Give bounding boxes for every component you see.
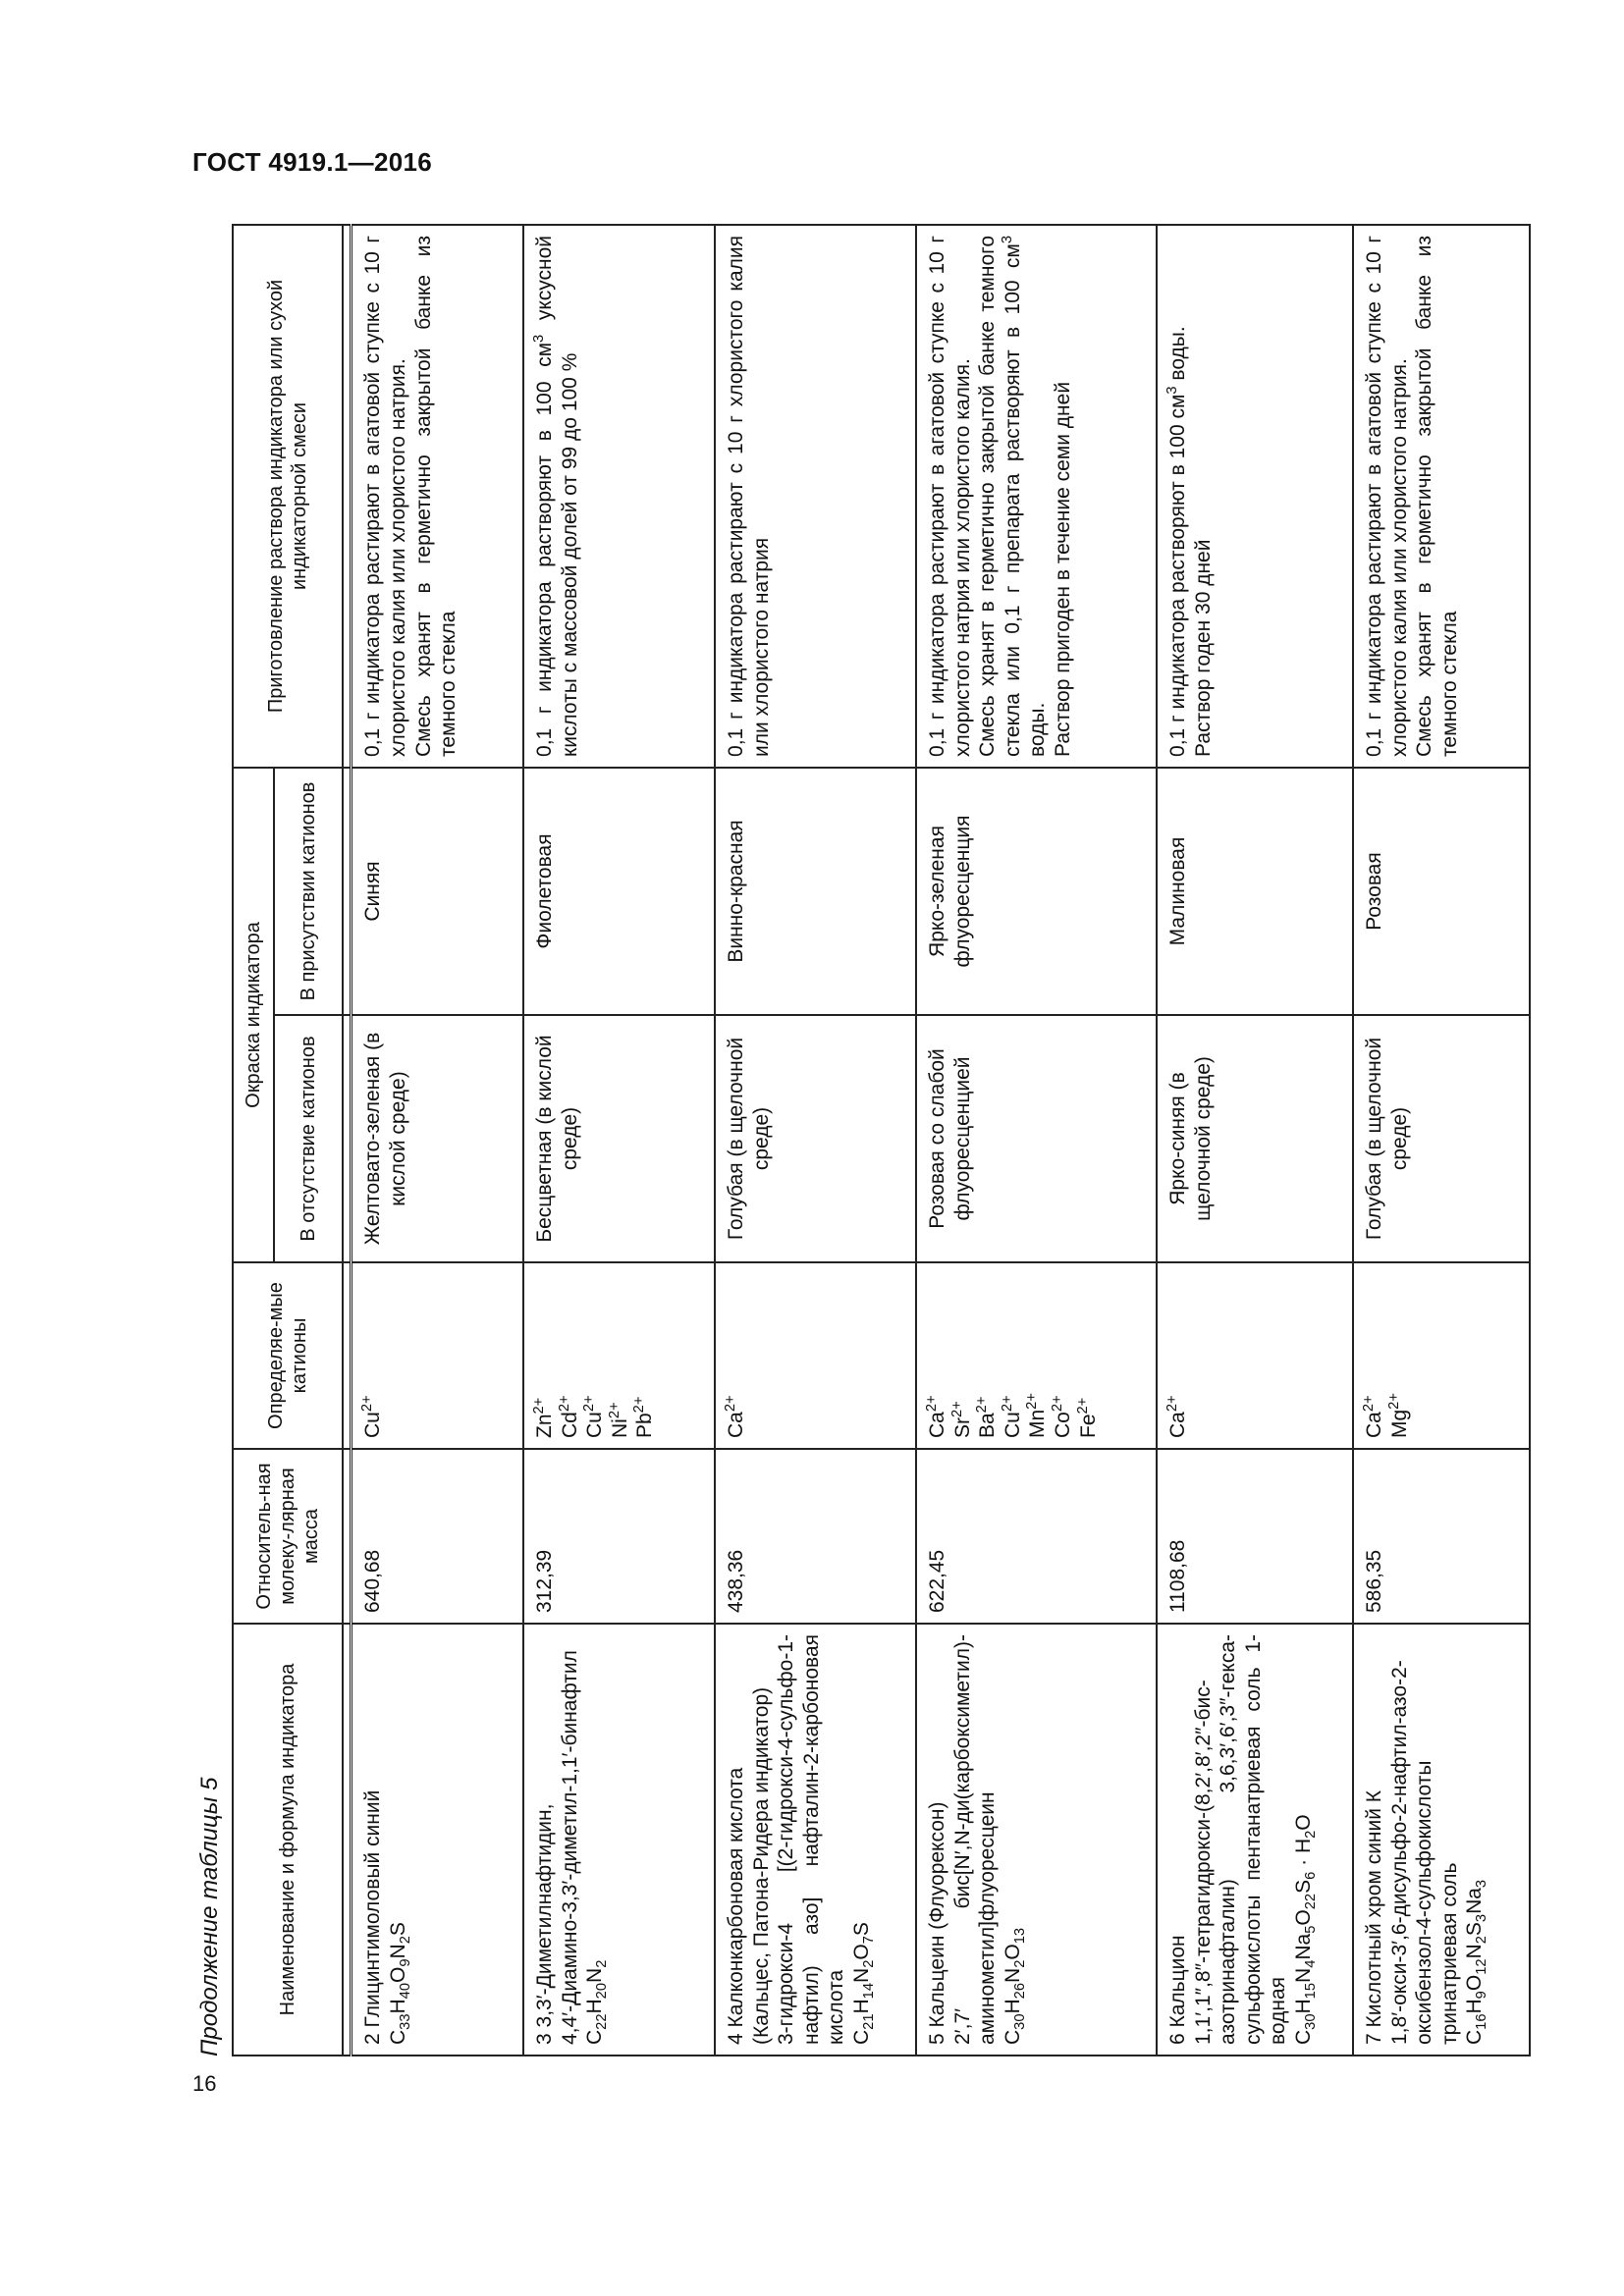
indicator-name-line: 4,4′-Диамино-3,3′-диметил-1,1′-бинафтил (558, 1650, 581, 2045)
cell-indicator-name (523, 1624, 715, 2056)
cell-color-absent: Розовая со слабой флуоресценцией (916, 1015, 1157, 1262)
col-header-color: Окраска индикатора (233, 768, 274, 1262)
table-body (352, 225, 1530, 2056)
cell-color-absent: Желтовато-зеленая (в кислой среде) (352, 1015, 523, 1262)
cell-color-absent: Ярко-синяя (в щелочной среде) (1157, 1015, 1353, 1262)
cation: $Ni^{2+}$ (606, 1402, 631, 1438)
cell-cations (916, 1262, 1157, 1449)
cell-indicator-name (715, 1624, 916, 2056)
cell-color-present: Ярко-зеленая флуоресценция (916, 768, 1157, 1015)
col-header-mass: Относитель-ная молеку-лярная масса (233, 1449, 343, 1624)
cell-color-absent: Бесцветная (в кислой среде) (523, 1015, 715, 1262)
cation: $Fe^{2+}$ (1074, 1397, 1100, 1438)
indicator-table (232, 224, 1531, 2056)
cation: $Ca^{2+}$ (1164, 1395, 1189, 1438)
cell-indicator-name (916, 1624, 1157, 2056)
table-row (1353, 225, 1530, 2056)
cell-color-present: Малиновая (1157, 768, 1353, 1015)
cation: $Mg^{2+}$ (1385, 1393, 1411, 1438)
indicator-formula: $C_{30}H_{26}N_2O_{13}$ (1001, 1927, 1028, 2045)
cation: $Cd^{2+}$ (556, 1395, 581, 1438)
indicator-formula: $C_{33}H_{40}O_9N_2S$ (387, 1922, 414, 2045)
cell-color-present: Фиолетовая (523, 768, 715, 1015)
document-header: ГОСТ 4919.1—2016 (192, 147, 433, 177)
table-row (523, 225, 715, 2056)
table-row (352, 225, 523, 2056)
indicator-formula: $C_{22}H_{20}N_2$ (583, 1959, 611, 2045)
indicator-name-line: (Кальцес, Патона-Ридера индикатор) (749, 1686, 773, 2045)
cell-indicator-name (1353, 1624, 1530, 2056)
cation: $Ca^{2+}$ (1360, 1395, 1385, 1438)
cell-indicator-name (352, 1624, 523, 2056)
col-header-color-absent: В отсутствие катионов (274, 1015, 343, 1262)
cation: $Mn^{2+}$ (1024, 1393, 1050, 1438)
cell-cations (523, 1262, 715, 1449)
cation: $Ba^{2+}$ (974, 1396, 1000, 1438)
indicator-formula: $C_{16}H_9O_{12}N_2S_3Na_3$ (1463, 1879, 1490, 2045)
indicator-name-line: 2 Глицинтимоловый синий (361, 1789, 385, 2045)
cell-preparation: 0,1 г индикатора растворяют в 100 $см^3$ уксусной кислоты с массовой долей от 99 до 100 % (523, 225, 715, 768)
indicator-name-line: 1,1′,1″,8″-тетрагидрокси-(8,2′,8′,2″-бис-азотринафталин) 3,6,3′,6′,3″-гекса-сульфокислоты пентанатриевая соль 1-водная (1191, 1634, 1290, 2045)
cell-preparation: 0,1 г индикатора растирают в агатовой ступке с 10 г хлористого калия или хлористого натрия. Смесь хранят в герметично закрытой банке из темного стекла (352, 225, 523, 768)
cell-molecular-mass: 640,68 (352, 1449, 523, 1624)
indicator-name-line: 3-гидрокси-4 [(2-гидрокси-4-сульфо-1-нафтил) азо] нафталин-2-карбоновая кислота (775, 1634, 848, 2045)
indicator-name-line: 6 Кальцион (1165, 1935, 1189, 2045)
col-header-color-present: В присутствии катионов (274, 768, 343, 1015)
header-divider-row (343, 225, 352, 2056)
cell-cations (1353, 1262, 1530, 1449)
cation: $Ca^{2+}$ (923, 1395, 948, 1438)
indicator-name-line: 5 Кальцеин (Флуорексон) (925, 1801, 948, 2045)
indicator-name-line: 1,8′-окси-3′,6-дисульфо-2-нафтил-азо-2-оксибензол-4-сульфокислоты тринатриевая соль (1387, 1660, 1461, 2045)
cell-molecular-mass: 622,45 (916, 1449, 1157, 1624)
cation: $Co^{2+}$ (1049, 1395, 1074, 1438)
cation: $Ca^{2+}$ (722, 1395, 747, 1438)
cell-preparation: 0,1 г индикатора растирают в агатовой ступке с 10 г хлористого калия или хлористого натрия. Смесь хранят в герметично закрытой банке из темного стекла (1353, 225, 1530, 768)
indicator-name-line: 3 3,3′-Диметилнафтидин, (532, 1803, 556, 2045)
cell-color-present: Розовая (1353, 768, 1530, 1015)
col-header-name: Наименование и формула индикатора (233, 1624, 343, 2056)
cell-color-absent: Голубая (в щелочной среде) (715, 1015, 916, 1262)
cation: $Cu^{2+}$ (581, 1395, 607, 1438)
cation: $Pb^{2+}$ (631, 1396, 657, 1438)
cell-color-present: Синяя (352, 768, 523, 1015)
cation: $Cu^{2+}$ (359, 1395, 385, 1438)
cell-preparation: 0,1 г индикатора растворяют в 100 $см^3$ воды. Раствор годен 30 дней (1157, 225, 1353, 768)
indicator-formula: $C_{21}H_{14}N_2O_7S$ (849, 1922, 878, 2045)
cell-preparation: 0,1 г индикатора растирают в агатовой ступке с 10 г хлористого натрия или хлористого калия. Смесь хранят в герметично закрытой банке темного стекла или 0,1 г препарата растворяют в 100 $см^3$ воды. Раствор пригоден в течение семи дней (916, 225, 1157, 768)
cell-molecular-mass: 312,39 (523, 1449, 715, 1624)
cell-cations (1157, 1262, 1353, 1449)
cell-color-absent: Голубая (в щелочной среде) (1353, 1015, 1530, 1262)
table-row (1157, 225, 1353, 2056)
cell-molecular-mass: 586,35 (1353, 1449, 1530, 1624)
table-row (715, 225, 916, 2056)
col-header-cations: Определяе-мые катионы (233, 1262, 343, 1449)
cation: $Zn^{2+}$ (530, 1397, 556, 1438)
cation: $Sr^{2+}$ (948, 1401, 974, 1438)
table-row (916, 225, 1157, 2056)
cell-molecular-mass: 1108,68 (1157, 1449, 1353, 1624)
cell-molecular-mass: 438,36 (715, 1449, 916, 1624)
cell-indicator-name (1157, 1624, 1353, 2056)
cell-cations (715, 1262, 916, 1449)
col-header-prep: Приготовление раствора индикатора или сухой индикаторной смеси (233, 225, 343, 768)
cell-cations (352, 1262, 523, 1449)
page-number: 16 (192, 2071, 217, 2096)
cell-preparation: 0,1 г индикатора растирают с 10 г хлористого калия или хлористого натрия (715, 225, 916, 768)
indicator-name-line: 2′,7′ бис[N′,N-ди(карбоксиметил)-аминометил]флуоресцеин (950, 1634, 1000, 2045)
rotated-table-area (196, 226, 1490, 2056)
cell-color-present: Винно-красная (715, 768, 916, 1015)
indicator-name-line: 7 Кислотный хром синий К (1362, 1789, 1385, 2045)
indicator-name-line: 4 Калконкарбоновая кислота (724, 1767, 747, 2045)
indicator-formula: $C_{30}H_{15}N_4Na_5O_{22}S_6 \cdot H_2O$ (1291, 1814, 1320, 2045)
table-caption: Продолжение таблицы 5 (196, 1777, 223, 2056)
cation: $Cu^{2+}$ (999, 1395, 1024, 1438)
